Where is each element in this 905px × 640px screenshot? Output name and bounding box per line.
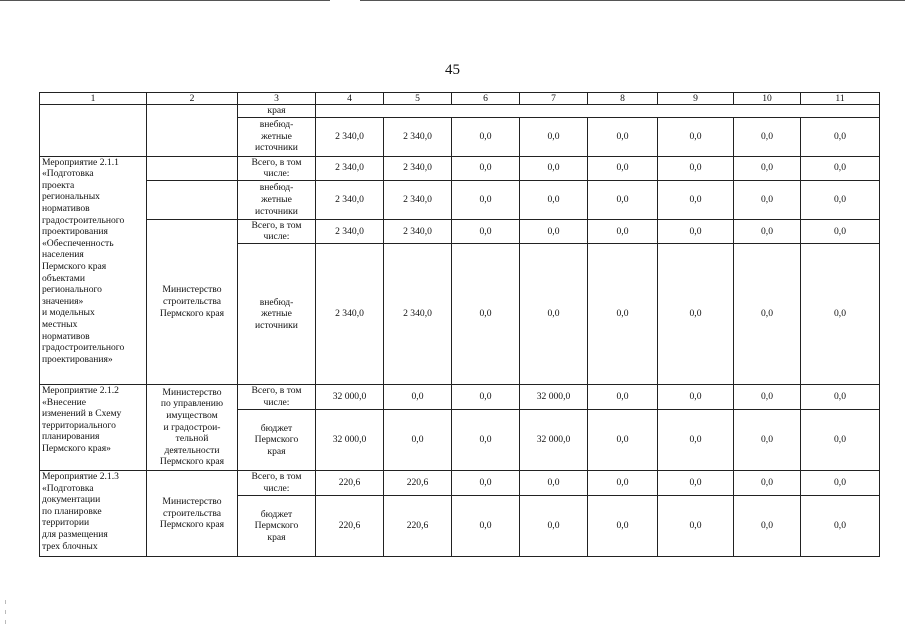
budget-table (39, 92, 880, 557)
value-cell: 2 340,0 (316, 117, 384, 156)
value-cell: 0,0 (801, 384, 880, 409)
value-cell: 0,0 (588, 156, 658, 180)
value-cell: 0,0 (658, 219, 734, 243)
value-cell: 0,0 (588, 384, 658, 409)
value-cell: 0,0 (520, 156, 588, 180)
value-cell: 0,0 (658, 470, 734, 495)
executor-cell-empty (147, 156, 238, 180)
value-cell: 0,0 (801, 495, 880, 556)
value-cell: 220,6 (316, 495, 384, 556)
funding-source: Всего, в том числе: (238, 219, 316, 243)
column-number: 9 (658, 93, 734, 105)
value-cell: 2 340,0 (384, 243, 452, 384)
funding-source: внебюд- жетные источники (238, 180, 316, 219)
column-number: 8 (588, 93, 658, 105)
continuation-row (40, 105, 880, 118)
value-cell: 0,0 (588, 470, 658, 495)
value-cell: 0,0 (452, 470, 520, 495)
measure-row (40, 156, 880, 180)
column-number: 7 (520, 93, 588, 105)
value-cell: 0,0 (452, 117, 520, 156)
measure-name: Мероприятие 2.1.2 «Внесение изменений в Схему территориального планирования Пермского края» (40, 384, 147, 470)
column-number: 4 (316, 93, 384, 105)
value-cell-blank (316, 105, 880, 118)
funding-source: Всего, в том числе: (238, 470, 316, 495)
value-cell: 2 340,0 (384, 156, 452, 180)
continuation-name-cell (40, 105, 147, 157)
value-cell: 0,0 (452, 156, 520, 180)
value-cell: 0,0 (801, 243, 880, 384)
column-number: 11 (801, 93, 880, 105)
value-cell: 0,0 (658, 495, 734, 556)
value-cell: 0,0 (801, 409, 880, 470)
funding-source: внебюд- жетные источники (238, 243, 316, 384)
value-cell: 0,0 (588, 495, 658, 556)
value-cell: 220,6 (316, 470, 384, 495)
executor-cell-empty (147, 180, 238, 219)
top-edge-line-left (0, 0, 330, 1)
value-cell: 0,0 (520, 117, 588, 156)
funding-source: бюджет Пермского края (238, 495, 316, 556)
column-number: 3 (238, 93, 316, 105)
value-cell: 0,0 (384, 409, 452, 470)
value-cell: 0,0 (734, 409, 801, 470)
value-cell: 2 340,0 (316, 219, 384, 243)
value-cell: 0,0 (734, 156, 801, 180)
value-cell: 0,0 (801, 156, 880, 180)
value-cell: 0,0 (734, 495, 801, 556)
executor-cell: Министерство по управлению имуществом и градострои- тельной деятельности Пермского края (147, 384, 238, 470)
value-cell: 0,0 (520, 219, 588, 243)
value-cell: 2 340,0 (316, 180, 384, 219)
value-cell: 0,0 (520, 180, 588, 219)
value-cell: 0,0 (452, 409, 520, 470)
top-edge-line-right (360, 0, 905, 1)
value-cell: 0,0 (734, 243, 801, 384)
value-cell: 0,0 (452, 180, 520, 219)
value-cell: 0,0 (520, 243, 588, 384)
value-cell: 0,0 (588, 409, 658, 470)
measure-row (40, 384, 880, 409)
measure-row (40, 470, 880, 495)
value-cell: 220,6 (384, 495, 452, 556)
value-cell: 220,6 (384, 470, 452, 495)
value-cell: 0,0 (520, 495, 588, 556)
measure-name: Мероприятие 2.1.3 «Подготовка документации по планировке территории для размещения трех блочных (40, 470, 147, 556)
value-cell: 0,0 (801, 117, 880, 156)
value-cell: 0,0 (658, 384, 734, 409)
column-number: 6 (452, 93, 520, 105)
funding-source: Всего, в том числе: (238, 384, 316, 409)
value-cell: 2 340,0 (316, 243, 384, 384)
column-number: 2 (147, 93, 238, 105)
value-cell: 0,0 (734, 117, 801, 156)
funding-source: бюджет Пермского края (238, 409, 316, 470)
value-cell: 0,0 (588, 180, 658, 219)
continuation-executor-cell (147, 105, 238, 157)
value-cell: 32 000,0 (316, 384, 384, 409)
value-cell: 0,0 (801, 470, 880, 495)
value-cell: 0,0 (588, 219, 658, 243)
value-cell: 0,0 (658, 117, 734, 156)
page-number: 45 (445, 62, 460, 78)
value-cell: 0,0 (801, 180, 880, 219)
value-cell: 2 340,0 (384, 219, 452, 243)
value-cell: 2 340,0 (316, 156, 384, 180)
value-cell: 0,0 (734, 219, 801, 243)
value-cell: 2 340,0 (384, 180, 452, 219)
value-cell: 0,0 (658, 156, 734, 180)
value-cell: 32 000,0 (520, 384, 588, 409)
value-cell: 0,0 (734, 470, 801, 495)
value-cell: 0,0 (658, 243, 734, 384)
value-cell: 0,0 (658, 180, 734, 219)
value-cell: 0,0 (520, 470, 588, 495)
executor-cell: Министерство строительства Пермского края (147, 219, 238, 384)
column-number: 5 (384, 93, 452, 105)
column-number: 1 (40, 93, 147, 105)
value-cell: 0,0 (452, 219, 520, 243)
value-cell: 0,0 (588, 117, 658, 156)
value-cell: 32 000,0 (520, 409, 588, 470)
funding-source: Всего, в том числе: (238, 156, 316, 180)
value-cell: 0,0 (658, 409, 734, 470)
value-cell: 0,0 (801, 219, 880, 243)
executor-cell: Министерство строительства Пермского края (147, 470, 238, 556)
value-cell: 0,0 (452, 243, 520, 384)
value-cell: 32 000,0 (316, 409, 384, 470)
value-cell: 0,0 (384, 384, 452, 409)
value-cell: 2 340,0 (384, 117, 452, 156)
column-number-row (40, 93, 880, 105)
measure-row (40, 180, 880, 219)
value-cell: 0,0 (734, 384, 801, 409)
value-cell: 0,0 (452, 384, 520, 409)
measure-row (40, 219, 880, 243)
scan-edge-marks (5, 600, 7, 630)
value-cell: 0,0 (588, 243, 658, 384)
value-cell: 0,0 (452, 495, 520, 556)
funding-source-tail: края (238, 105, 316, 118)
column-number: 10 (734, 93, 801, 105)
measure-name: Мероприятие 2.1.1 «Подготовка проекта региональных нормативов градостроительного проектирования «Обеспеченность населения Пермского края объектами регионального значения» и модельных местных нормативов градостроительного проектирования» (40, 156, 147, 384)
funding-source: внебюд- жетные источники (238, 117, 316, 156)
value-cell: 0,0 (734, 180, 801, 219)
